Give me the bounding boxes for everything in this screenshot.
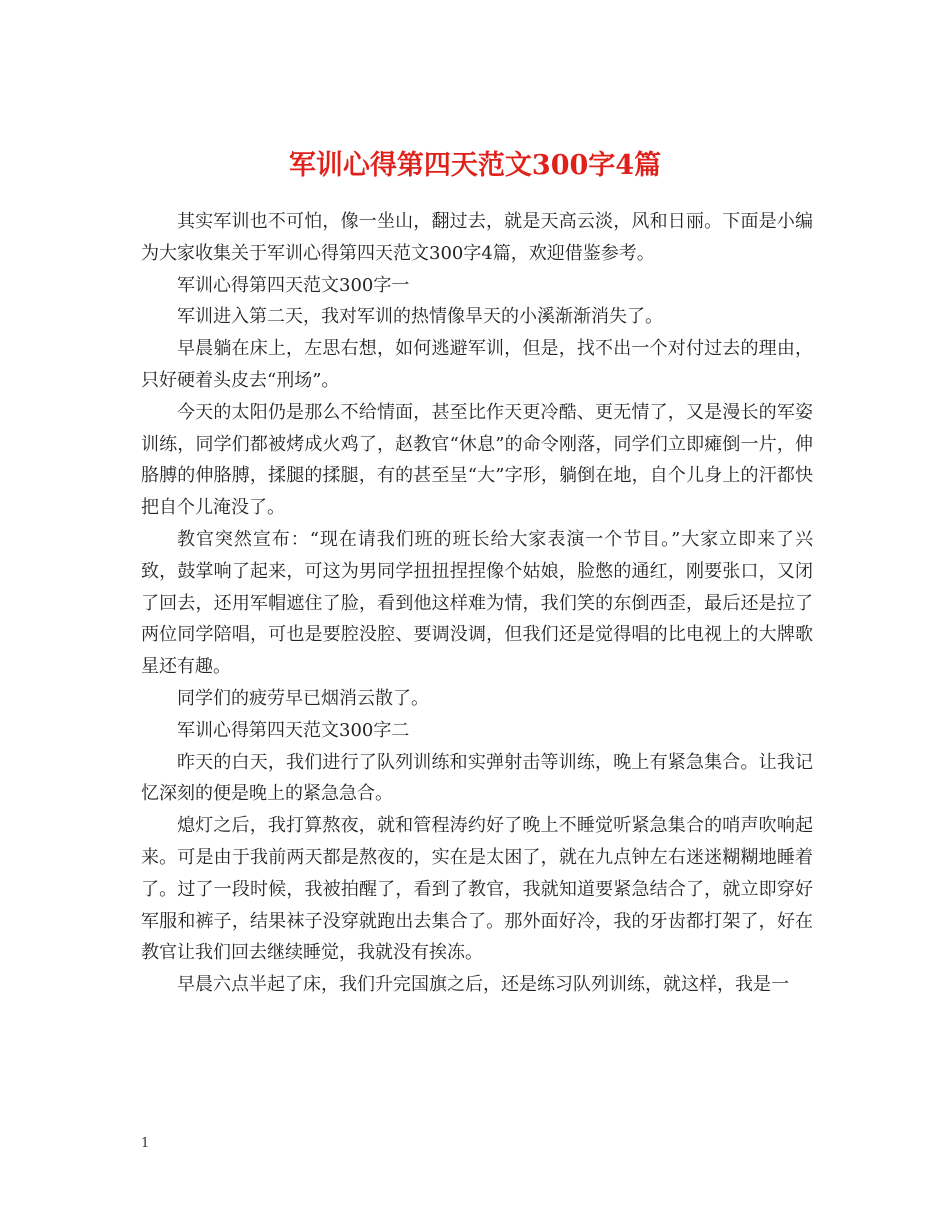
paragraph: 早晨六点半起了床，我们升完国旗之后，还是练习队列训练，就这样，我是一: [177, 974, 789, 996]
paragraph-intro: 其实军训也不可怕，像一坐山，翻过去，就是天高云淡，风和日丽。下面是小编为大家收集关于军训心得第四天范文300字4篇，欢迎借鉴参考。: [141, 211, 813, 264]
paragraph: 早晨躺在床上，左思右想，如何逃避军训，但是，找不出一个对付过去的理由，只好硬着头皮去“刑场”。: [141, 338, 813, 391]
document-body: [141, 206, 813, 1001]
section-heading-one: 军训心得第四天范文300字一: [177, 274, 410, 296]
paragraph: 同学们的疲劳早已烟消云散了。: [177, 687, 429, 709]
paragraph: 今天的太阳仍是那么不给情面，甚至比作天更冷酷、更无情了，又是漫长的军姿训练，同学们都被烤成火鸡了，赵教官“休息”的命令刚落，同学们立即瘫倒一片，伸胳膊的伸胳膊，揉腿的揉腿，有的甚至呈“大”字形，躺倒在地，自个儿身上的汗都快把自个儿淹没了。: [141, 401, 813, 519]
document-title: 军训心得第四天范文300字4篇: [288, 150, 662, 182]
paragraph: 军训进入第二天，我对军训的热情像旱天的小溪渐渐消失了。: [177, 306, 663, 328]
paragraph: 熄灯之后，我打算熬夜，就和管程涛约好了晚上不睡觉听紧急集合的哨声吹响起来。可是由于我前两天都是熬夜的，实在是太困了，就在九点钟左右迷迷糊糊地睡着了。过了一段时候，我被拍醒了，看到了教官，我就知道要紧急结合了，就立即穿好军服和裤子，结果袜子没穿就跑出去集合了。那外面好冷，我的牙齿都打架了，好在教官让我们回去继续睡觉，我就没有挨冻。: [141, 815, 813, 964]
page-number: 1: [141, 1136, 150, 1151]
paragraph: 昨天的白天，我们进行了队列训练和实弹射击等训练，晚上有紧急集合。让我记忆深刻的便是晚上的紧急急合。: [141, 751, 813, 805]
section-heading-two: 军训心得第四天范文300字二: [177, 719, 410, 741]
paragraph: 教官突然宣布：“现在请我们班的班长给大家表演一个节目。”大家立即来了兴致，鼓掌响了起来，可这为男同学扭扭捏捏像个姑娘，脸憋的通红，刚要张口，又闭了回去，还用军帽遮住了脸，看到他这样难为情，我们笑的东倒西歪，最后还是拉了两位同学陪唱，可也是要腔没腔、要调没调，但我们还是觉得唱的比电视上的大牌歌星还有趣。: [141, 528, 813, 678]
